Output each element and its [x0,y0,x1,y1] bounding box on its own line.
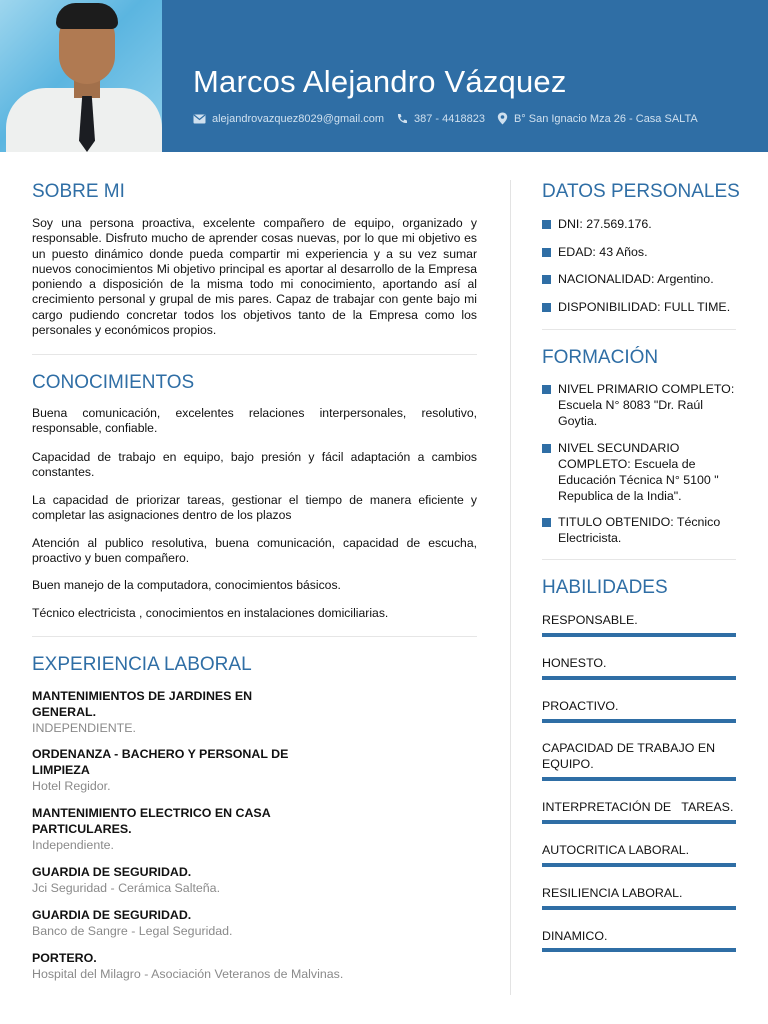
knowledge-item: Atención al publico resolutiva, buena comunicación, capacidad de escucha, proactivo y buen compañero. [32,536,477,566]
experience-item [32,805,287,853]
skill-label: CAPACIDAD DE TRABAJO EN EQUIPO. [542,741,719,771]
skill-bar [542,633,736,637]
knowledge-item: Buena comunicación, excelentes relaciones interpersonales, resolutivo, responsable, confiable. [32,406,477,436]
column-divider [510,180,511,995]
personal-item: DNI: 27.569.176. [542,216,742,232]
skill-item [542,885,736,901]
job-place: Hotel Regidor. [32,779,111,793]
skill-bar [542,906,736,910]
section-divider [32,636,477,637]
skill-label: RESPONSABLE. [542,613,638,627]
address-text: B° San Ignacio Mza 26 - Casa SALTA [513,112,698,125]
bullet-square-icon [542,385,551,394]
job-title: GUARDIA DE SEGURIDAD. [32,908,192,922]
phone-icon [396,113,408,125]
knowledge-title: CONOCIMIENTOS [32,372,195,393]
bullet-square-icon [542,303,551,312]
job-place: Banco de Sangre - Legal Seguridad. [32,924,233,938]
job-title: MANTENIMIENTOS DE JARDINES EN GENERAL. [32,689,253,719]
phone-text[interactable]: 387 - 4418823 [414,112,485,125]
skill-label: DINAMICO. [542,929,608,943]
section-divider [542,329,736,330]
personal-item: EDAD: 43 Años. [542,244,742,260]
education-item: NIVEL SECUNDARIO COMPLETO: Escuela de Educación Técnica N° 5100 " Republica de la India". [542,440,734,504]
section-divider [32,354,477,355]
skill-bar [542,820,736,824]
job-place: Jci Seguridad - Cerámica Salteña. [32,881,221,895]
skill-item [542,799,736,815]
job-title: ORDENANZA - BACHERO Y PERSONAL DE LIMPIEZA [32,747,289,777]
profile-photo [0,0,162,152]
contact-line [193,112,710,125]
skill-item [542,928,736,944]
skill-item [542,612,736,628]
skill-bar [542,676,736,680]
personal-data-title: DATOS PERSONALES [542,181,740,202]
knowledge-item: Técnico electricista , conocimientos en instalaciones domiciliarias. [32,606,389,620]
skill-label: INTERPRETACIÓN DE TAREAS. [542,800,734,814]
knowledge-item: Buen manejo de la computadora, conocimientos básicos. [32,578,341,592]
education-item: TITULO OBTENIDO: Técnico Electricista. [542,514,738,546]
skills-title: HABILIDADES [542,577,668,598]
education-title: FORMACIÓN [542,347,659,368]
experience-item [32,746,297,794]
job-title: GUARDIA DE SEGURIDAD. [32,865,192,879]
personal-item: NACIONALIDAD: Argentino. [542,271,742,287]
skill-bar [542,719,736,723]
knowledge-item: La capacidad de priorizar tareas, gestionar el tiempo de manera eficiente y completar las asignaciones dentro de los plazos [32,493,477,523]
job-title: PORTERO. [32,951,97,965]
email-icon [193,114,206,124]
bullet-square-icon [542,220,551,229]
skill-bar [542,948,736,952]
job-place: INDEPENDIENTE. [32,721,136,735]
location-pin-icon [497,112,508,125]
person-name: Marcos Alejandro Vázquez [193,64,567,99]
experience-item [32,907,332,939]
skill-label: AUTOCRITICA LABORAL. [542,843,690,857]
education-item: NIVEL PRIMARIO COMPLETO: Escuela N° 8083 "Dr. Raúl Goytia. [542,381,738,429]
skill-bar [542,863,736,867]
skill-label: PROACTIVO. [542,699,619,713]
about-title: SOBRE MI [32,181,125,202]
job-place: Hospital del Milagro - Asociación Veteranos de Malvinas. [32,967,344,981]
skill-item [542,655,736,671]
skill-label: HONESTO. [542,656,607,670]
bullet-square-icon [542,275,551,284]
skill-bar [542,777,736,781]
personal-item: DISPONIBILIDAD: FULL TIME. [542,299,742,315]
experience-title: EXPERIENCIA LABORAL [32,654,252,675]
skill-item [542,740,736,772]
skill-item [542,842,736,858]
bullet-square-icon [542,248,551,257]
skill-item [542,698,736,714]
header-banner [0,0,768,152]
section-divider [542,559,736,560]
experience-item [32,864,332,896]
email-text[interactable]: alejandrovazquez8029@gmail.com [212,112,384,125]
bullet-square-icon [542,518,551,527]
experience-item [32,688,282,736]
bullet-square-icon [542,444,551,453]
skill-label: RESILIENCIA LABORAL. [542,886,683,900]
about-text: Soy una persona proactiva, excelente compañero de equipo, organizado y responsable. Disfruto mucho de aprender cosas nuevas, por lo que mi objetivo es un puesto dinámico donde pueda compartir mi experiencia y a su vez sumar nuevos conocimientos Mi objetivo principal es aportar al desarrollo de la Empresa poniendo a disposición de la misma todo mi conocimiento, aportando así al crecimiento personal y grupal de mis pares. Capaz de trabajar con gente bajo mi cargo pudiendo concretar todos los objetivos tanto de la Empresa como los personales y económicos propios. [32,216,477,338]
experience-item [32,950,432,982]
job-place: Independiente. [32,838,114,852]
job-title: MANTENIMIENTO ELECTRICO EN CASA PARTICULARES. [32,806,271,836]
knowledge-item: Capacidad de trabajo en equipo, bajo presión y fácil adaptación a cambios constantes. [32,450,477,480]
